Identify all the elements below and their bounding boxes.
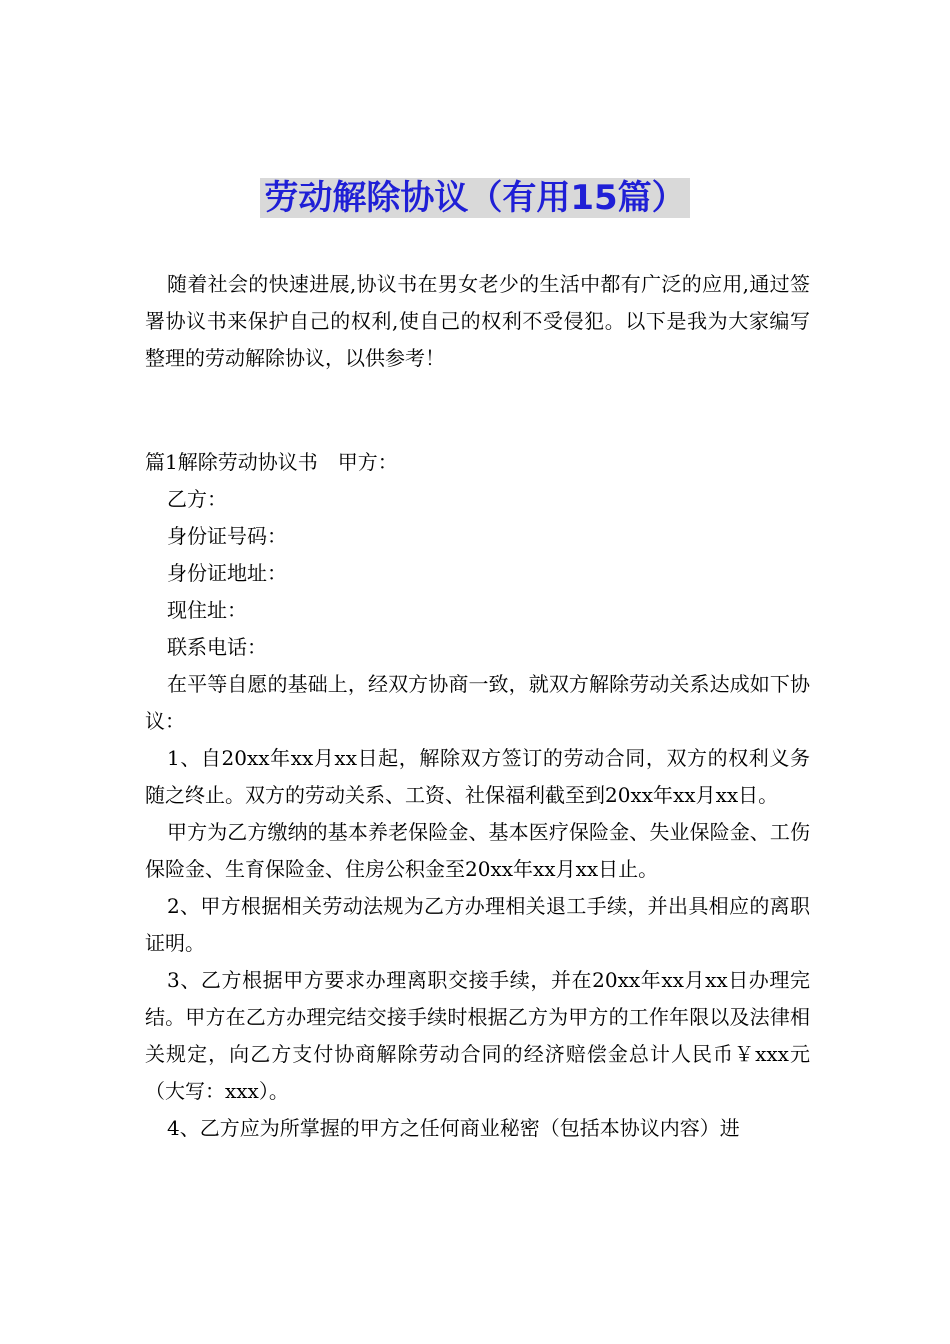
id-address-line: 身份证地址：	[167, 561, 287, 585]
document-body	[145, 266, 810, 1147]
section-heading: 篇1解除劳动协议书 甲方：	[145, 450, 398, 474]
document-title: 劳动解除协议（有用15篇）	[260, 178, 689, 218]
id-number-line: 身份证号码：	[167, 524, 287, 548]
current-address-line: 现住址：	[167, 598, 247, 622]
clause-2: 2、甲方根据相关劳动法规为乙方办理相关退工手续，并出具相应的离职证明。	[145, 894, 810, 955]
clause-1b: 甲方为乙方缴纳的基本养老保险金、基本医疗保险金、失业保险金、工伤保险金、生育保险金、住房公积金至20xx年xx月xx日止。	[145, 820, 810, 881]
clause-3: 3、乙方根据甲方要求办理离职交接手续，并在20xx年xx月xx日办理完结。甲方在乙方办理完结交接手续时根据乙方为甲方的工作年限以及法律相关规定，向乙方支付协商解除劳动合同的经济赔偿金总计人民币￥xxx元（大写：xxx）。	[145, 968, 810, 1103]
clause-4: 4、乙方应为所掌握的甲方之任何商业秘密（包括本协议内容）进	[167, 1116, 740, 1140]
clause-1: 1、自20xx年xx月xx日起，解除双方签订的劳动合同，双方的权利义务随之终止。双方的劳动关系、工资、社保福利截至到20xx年xx月xx日。	[145, 746, 810, 807]
title-container	[0, 178, 950, 218]
spacer	[145, 377, 810, 444]
phone-line: 联系电话：	[167, 635, 267, 659]
intro-paragraph: 随着社会的快速进展,协议书在男女老少的生活中都有广泛的应用,通过签署协议书来保护自己的权利,使自己的权利不受侵犯。以下是我为大家编写整理的劳动解除协议，以供参考！	[145, 272, 810, 370]
party-b-line: 乙方：	[167, 487, 227, 511]
preamble-paragraph: 在平等自愿的基础上，经双方协商一致，就双方解除劳动关系达成如下协议：	[145, 672, 810, 733]
